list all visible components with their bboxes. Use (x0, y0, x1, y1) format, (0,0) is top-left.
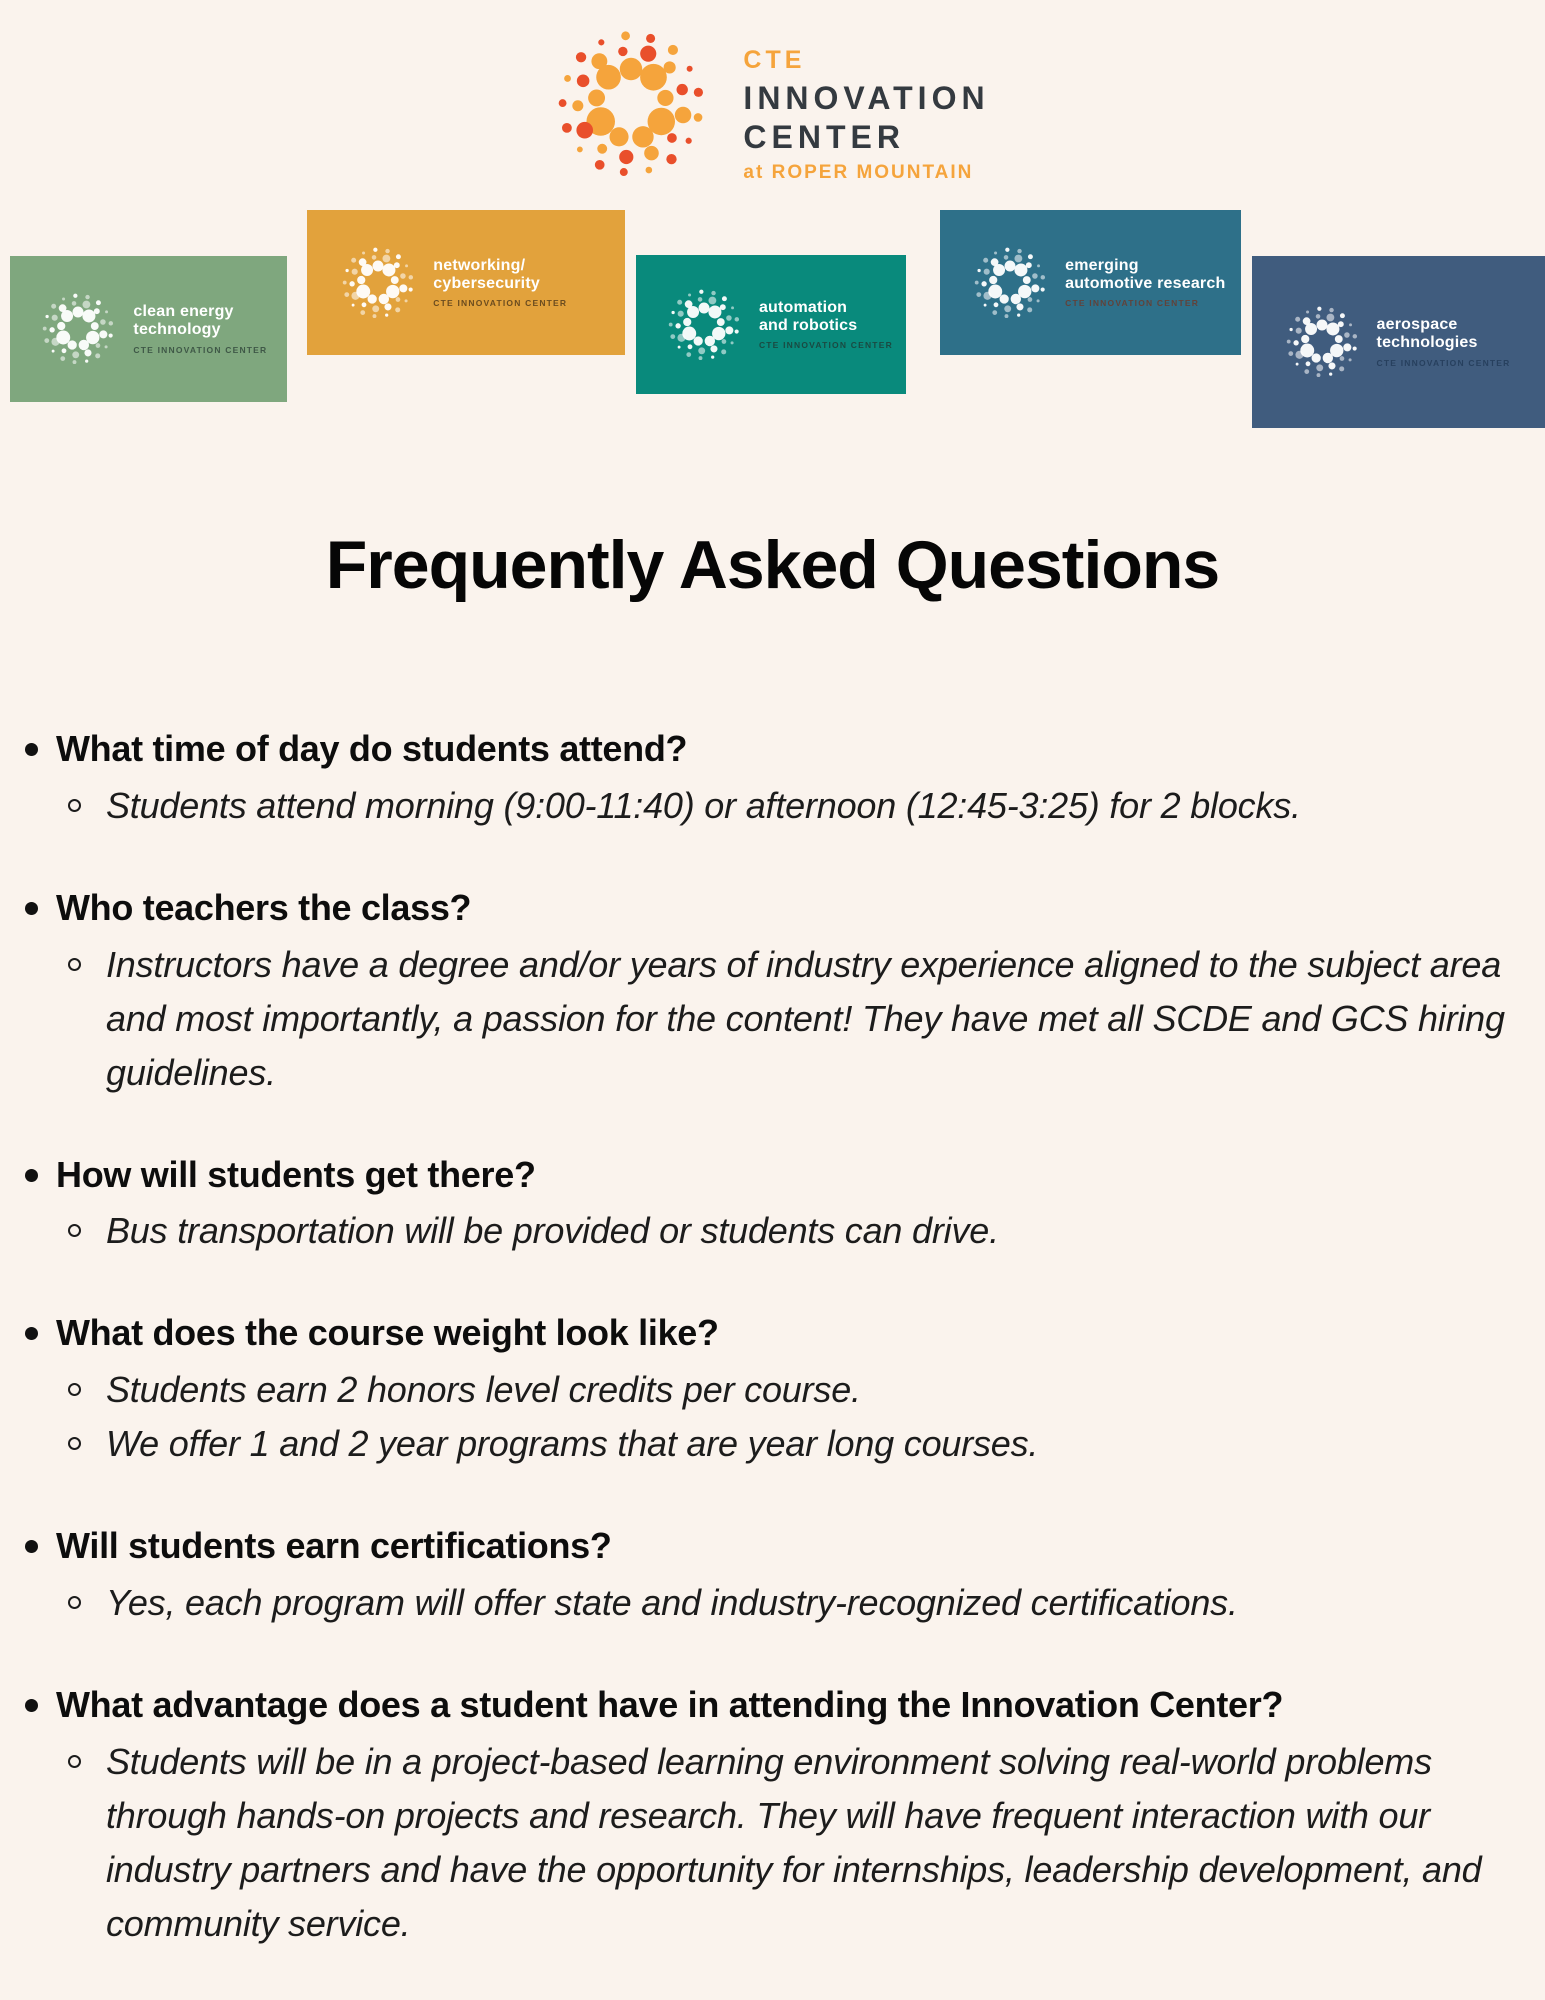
faq-answer-list (56, 1363, 1506, 1471)
faq-answer: Students will be in a project-based learning environment solving real-world problems through hands-on projects and research. They will have frequent interaction with our industry partners and have the opportunity for internships, leadership development, and community service. (106, 1735, 1506, 1951)
faq-question: How will students get there? (56, 1152, 1530, 1199)
faq-item (56, 1310, 1530, 1471)
dot-circle-logo-icon (973, 246, 1047, 320)
program-card-title (1377, 316, 1511, 352)
logo-wordmark (743, 28, 989, 182)
program-card-title (433, 257, 567, 293)
program-card-title (133, 303, 267, 339)
program-card-title-line1: networking/ (433, 256, 526, 274)
dot-circle-logo-icon (1285, 305, 1359, 379)
logo-brand-cte: CTE (743, 46, 806, 74)
program-card (636, 255, 906, 394)
faq-item (56, 726, 1530, 833)
faq-question: Will students earn certifications? (56, 1523, 1530, 1570)
dot-circle-logo-icon (667, 288, 741, 362)
program-card-subtitle: CTE INNOVATION CENTER (133, 344, 268, 355)
program-card-title-line2: and robotics (758, 316, 858, 334)
program-card-title (1065, 257, 1225, 293)
program-card-title-line2: automotive research (1065, 274, 1226, 292)
program-card-text (433, 257, 567, 309)
program-card-title-line1: emerging (1065, 256, 1139, 274)
program-card-subtitle: CTE INNOVATION CENTER (758, 340, 893, 351)
program-card-subtitle: CTE INNOVATION CENTER (433, 298, 568, 309)
faq-question: What advantage does a student have in attending the Innovation Center? (56, 1682, 1530, 1729)
faq-answer: We offer 1 and 2 year programs that are year long courses. (106, 1417, 1506, 1471)
faq-answer-list (56, 1204, 1506, 1258)
faq-answer: Students attend morning (9:00-11:40) or afternoon (12:45-3:25) for 2 blocks. (106, 779, 1506, 833)
program-card-title-line1: automation (758, 298, 848, 316)
faq-question: What does the course weight look like? (56, 1310, 1530, 1357)
faq-item (56, 1682, 1530, 1951)
faq-list (0, 726, 1545, 1951)
faq-answer-list (56, 1576, 1506, 1630)
faq-answer: Students earn 2 honors level credits per course. (106, 1363, 1506, 1417)
program-card-title-line2: technology (133, 321, 221, 338)
faq-answer-list (56, 779, 1506, 833)
cte-logo-header (0, 0, 1545, 198)
program-card-title (759, 299, 893, 335)
dot-circle-logo-icon (41, 292, 115, 366)
faq-answer: Instructors have a degree and/or years of industry experience aligned to the subject area and most importantly, a passion for the content! They have met all SCDE and GCS hiring guidelines. (106, 938, 1506, 1100)
program-card-title-line2: cybersecurity (433, 274, 540, 292)
program-card-title-line1: clean energy (133, 303, 234, 321)
faq-answer: Bus transportation will be provided or students can drive. (106, 1204, 1506, 1258)
program-card-text (1377, 316, 1511, 368)
faq-item (56, 885, 1530, 1100)
program-card (10, 256, 287, 402)
program-card-text (759, 299, 893, 351)
program-card-text (1065, 257, 1225, 309)
faq-answer-list (56, 1735, 1506, 1951)
program-card-text (133, 303, 267, 355)
logo-tagline: at ROPER MOUNTAIN (743, 162, 974, 183)
program-card (307, 210, 625, 355)
dot-circle-logo-icon (341, 246, 415, 320)
program-card-title-line2: technologies (1376, 334, 1478, 351)
faq-answer: Yes, each program will offer state and industry-recognized certifications. (106, 1576, 1506, 1630)
logo-brand-center: CENTER (743, 119, 905, 155)
page-title: Frequently Asked Questions (325, 527, 1220, 603)
faq-question: What time of day do students attend? (56, 726, 1530, 773)
program-card (1252, 256, 1545, 428)
logo-brand-innovation: INNOVATION (743, 80, 990, 116)
program-card-title-line1: aerospace (1376, 316, 1458, 334)
program-card (940, 210, 1241, 355)
faq-answer-list (56, 938, 1506, 1100)
faq-item (56, 1152, 1530, 1259)
dot-circle-logo-icon (555, 28, 707, 180)
faq-item (56, 1523, 1530, 1630)
program-card-subtitle: CTE INNOVATION CENTER (1065, 298, 1200, 309)
faq-question: Who teachers the class? (56, 885, 1530, 932)
program-cards-banner (0, 210, 1545, 442)
program-card-subtitle: CTE INNOVATION CENTER (1376, 357, 1511, 368)
